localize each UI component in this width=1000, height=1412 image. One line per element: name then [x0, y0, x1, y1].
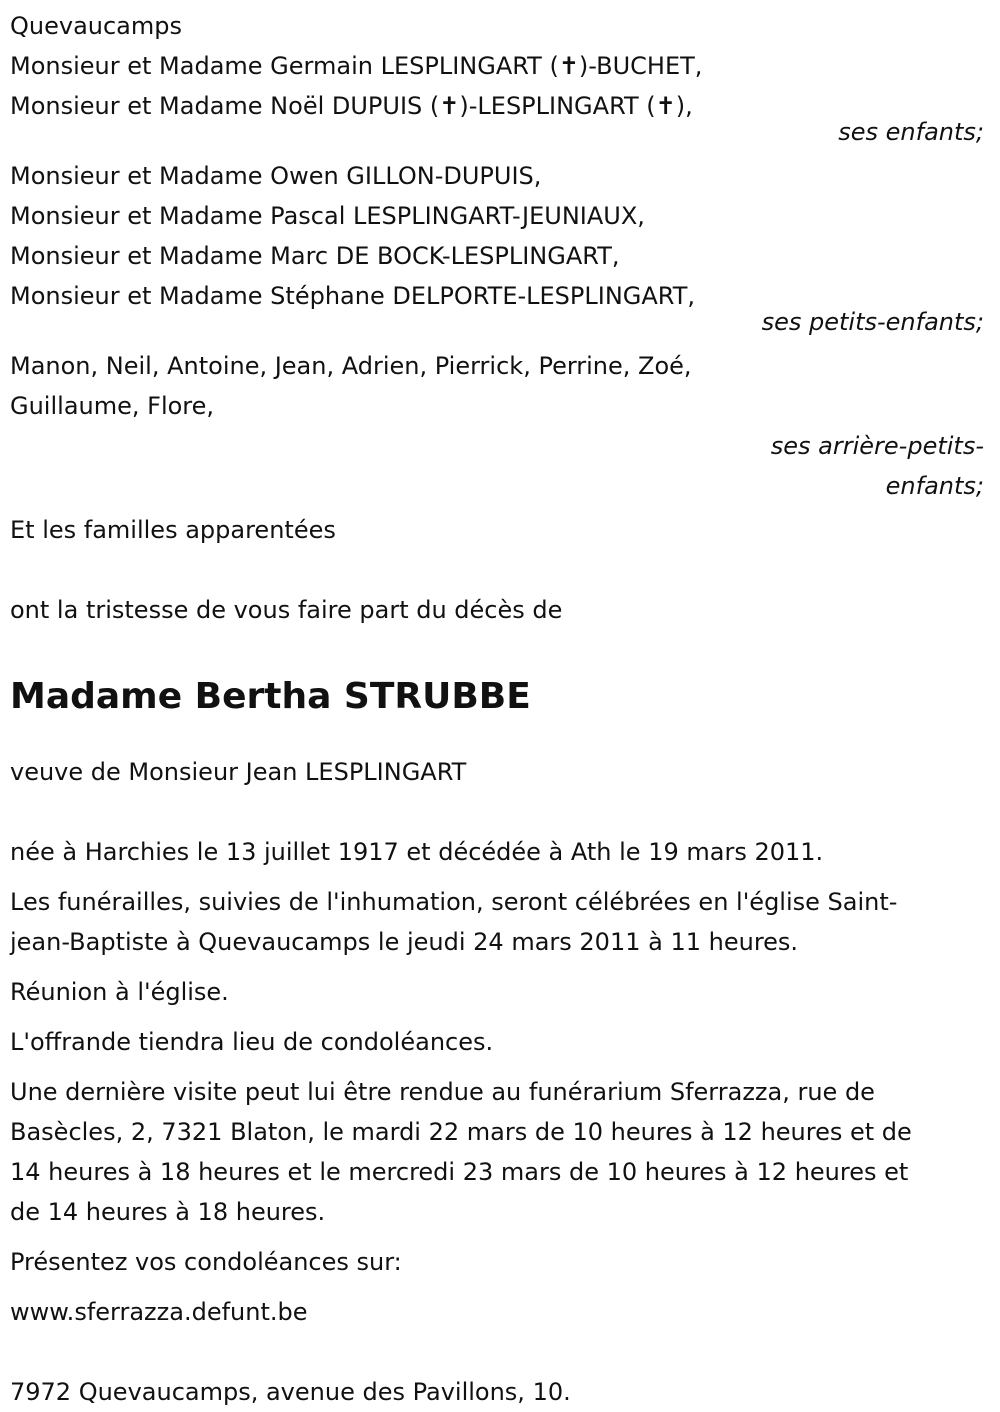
condolences-prompt: Présentez vos condoléances sur: — [10, 1248, 402, 1276]
great-grandchildren-line: Manon, Neil, Antoine, Jean, Adrien, Pierrick, Perrine, Zoé, — [10, 352, 692, 380]
great-grandchildren-line: Guillaume, Flore, — [10, 392, 215, 420]
visit-line: Basècles, 2, 7321 Blaton, le mardi 22 mars de 10 heures à 12 heures et de — [10, 1118, 912, 1146]
great-grandchildren-role: ses arrière-petits- — [770, 432, 984, 460]
children-line: Monsieur et Madame Germain LESPLINGART (✝)-BUCHET, — [10, 52, 703, 80]
website-link[interactable]: www.sferrazza.defunt.be — [10, 1298, 308, 1326]
grandchildren-line: Monsieur et Madame Owen GILLON-DUPUIS, — [10, 162, 542, 190]
offering-line: L'offrande tiendra lieu de condoléances. — [10, 1028, 494, 1056]
families-line: Et les familles apparentées — [10, 516, 336, 544]
visit-paragraph — [10, 1072, 990, 1232]
visit-line: 14 heures à 18 heures et le mercredi 23 mars de 10 heures à 12 heures et — [10, 1158, 909, 1186]
visit-line: Une dernière visite peut lui être rendue au funérarium Sferrazza, rue de — [10, 1078, 875, 1106]
children-group — [10, 46, 990, 152]
visit-line: de 14 heures à 18 heures. — [10, 1198, 326, 1226]
address-line: 7972 Quevaucamps, avenue des Pavillons, 10. — [10, 1378, 571, 1406]
funeral-line: Les funérailles, suivies de l'inhumation, seront célébrées en l'église Saint- — [10, 888, 898, 916]
grandchildren-line: Monsieur et Madame Marc DE BOCK-LESPLINGART, — [10, 242, 620, 270]
funeral-line: jean-Baptiste à Quevaucamps le jeudi 24 mars 2011 à 11 heures. — [10, 928, 799, 956]
grandchildren-group — [10, 156, 990, 342]
great-grandchildren-role-cont: enfants; — [885, 472, 984, 500]
grandchildren-line: Monsieur et Madame Pascal LESPLINGART-JEUNIAUX, — [10, 202, 645, 230]
great-grandchildren-group — [10, 346, 990, 506]
funeral-paragraph — [10, 882, 990, 962]
grandchildren-line: Monsieur et Madame Stéphane DELPORTE-LESPLINGART, — [10, 282, 696, 310]
children-role: ses enfants; — [838, 118, 984, 146]
children-line: Monsieur et Madame Noël DUPUIS (✝)-LESPLINGART (✝), — [10, 92, 693, 120]
widow-of-line: veuve de Monsieur Jean LESPLINGART — [10, 758, 467, 786]
grandchildren-role: ses petits-enfants; — [761, 308, 984, 336]
deceased-name: Madame Bertha STRUBBE — [10, 676, 531, 717]
meeting-line: Réunion à l'église. — [10, 978, 229, 1006]
announcement-line: ont la tristesse de vous faire part du décès de — [10, 596, 563, 624]
place-header: Quevaucamps — [10, 12, 183, 40]
birth-death-line: née à Harchies le 13 juillet 1917 et décédée à Ath le 19 mars 2011. — [10, 838, 824, 866]
